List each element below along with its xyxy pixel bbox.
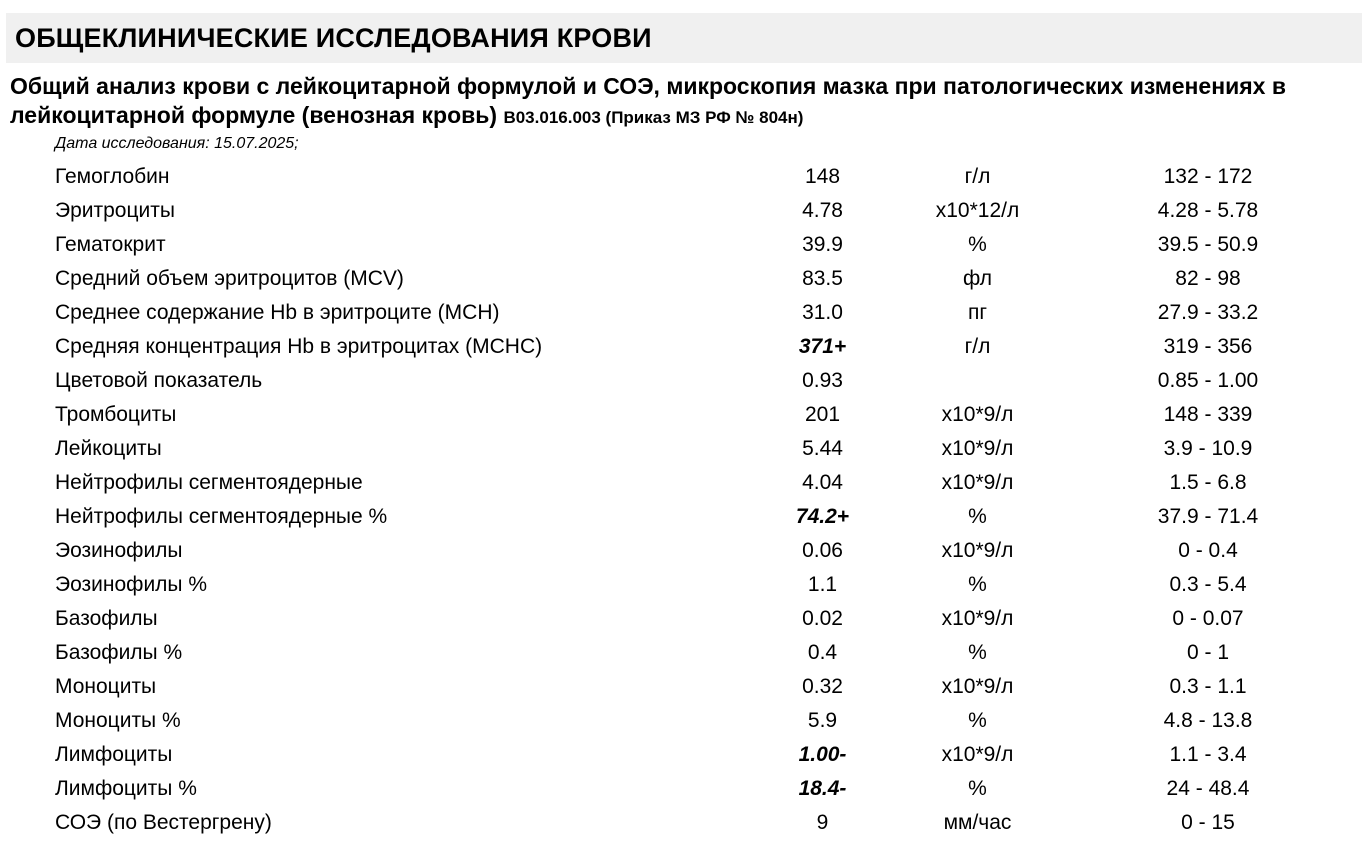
parameter-name: Моноциты <box>55 675 157 698</box>
result-value: 201 <box>804 403 841 426</box>
test-code: В03.016.003 (Приказ МЗ РФ № 804н) <box>503 108 804 127</box>
parameter-name: Нейтрофилы сегментоядерные <box>55 471 363 494</box>
parameter-name: Тромбоциты <box>55 403 177 426</box>
reference-range: 24 - 48.4 <box>1166 777 1250 800</box>
result-unit: % <box>968 233 987 256</box>
result-unit: г/л <box>964 335 991 358</box>
test-title-text: Общий анализ крови с лейкоцитарной формулой и СОЭ, микроскопия мазка при патологических изменениях в лейкоцитарной формуле (венозная кровь) <box>10 73 1286 128</box>
table-row <box>0 330 1371 364</box>
result-unit: % <box>968 641 987 664</box>
result-value: 5.44 <box>802 437 843 460</box>
table-row <box>0 466 1371 500</box>
reference-range: 4.8 - 13.8 <box>1163 709 1253 732</box>
result-value: 0.02 <box>802 607 843 630</box>
result-value: 148 <box>804 165 841 188</box>
table-row <box>0 262 1371 296</box>
table-row <box>0 568 1371 602</box>
result-value: 0.06 <box>802 539 843 562</box>
table-row <box>0 806 1371 840</box>
result-value: 18.4- <box>798 777 847 800</box>
result-unit: х10*9/л <box>941 437 1014 460</box>
reference-range: 1.5 - 6.8 <box>1169 471 1247 494</box>
result-unit: х10*9/л <box>941 539 1014 562</box>
reference-range: 3.9 - 10.9 <box>1163 437 1253 460</box>
result-value: 371+ <box>798 335 847 358</box>
reference-range: 0.3 - 5.4 <box>1169 573 1247 596</box>
result-unit: % <box>968 505 987 528</box>
result-value: 0.4 <box>807 641 838 664</box>
result-unit: х10*9/л <box>941 471 1014 494</box>
reference-range: 4.28 - 5.78 <box>1157 199 1259 222</box>
parameter-name: Эозинофилы % <box>55 573 208 596</box>
table-row <box>0 398 1371 432</box>
table-row <box>0 228 1371 262</box>
result-value: 0.32 <box>802 675 843 698</box>
study-date: Дата исследования: 15.07.2025; <box>55 135 299 152</box>
reference-range: 132 - 172 <box>1163 165 1253 188</box>
result-value: 5.9 <box>807 709 838 732</box>
result-unit: % <box>968 709 987 732</box>
reference-range: 0 - 1 <box>1186 641 1230 664</box>
parameter-name: Нейтрофилы сегментоядерные % <box>55 505 388 528</box>
result-value: 83.5 <box>802 267 843 290</box>
result-unit: % <box>968 777 987 800</box>
result-unit: х10*9/л <box>941 607 1014 630</box>
parameter-name: Моноциты % <box>55 709 181 732</box>
table-row <box>0 772 1371 806</box>
result-value: 1.1 <box>807 573 838 596</box>
parameter-name: Лимфоциты % <box>55 777 197 800</box>
result-value: 4.78 <box>802 199 843 222</box>
table-row <box>0 432 1371 466</box>
reference-range: 0 - 15 <box>1181 811 1235 834</box>
parameter-name: Лимфоциты <box>55 743 173 766</box>
section-header-band <box>6 13 1362 63</box>
result-value: 74.2+ <box>795 505 850 528</box>
parameter-name: Средняя концентрация Hb в эритроцитах (MCHC) <box>55 335 543 358</box>
table-row <box>0 636 1371 670</box>
table-row <box>0 296 1371 330</box>
table-row <box>0 534 1371 568</box>
reference-range: 0.3 - 1.1 <box>1169 675 1247 698</box>
table-row <box>0 602 1371 636</box>
reference-range: 27.9 - 33.2 <box>1157 301 1259 324</box>
results-table-body <box>0 160 1371 840</box>
parameter-name: Среднее содержание Hb в эритроците (MCH) <box>55 301 500 324</box>
result-value: 0.93 <box>802 369 843 392</box>
section-title: ОБЩЕКЛИНИЧЕСКИЕ ИССЛЕДОВАНИЯ КРОВИ <box>15 22 652 53</box>
parameter-name: Средний объем эритроцитов (MCV) <box>55 267 404 290</box>
reference-range: 82 - 98 <box>1175 267 1241 290</box>
result-unit: фл <box>962 267 993 290</box>
result-unit: мм/час <box>943 811 1012 834</box>
result-value: 4.04 <box>802 471 843 494</box>
reference-range: 0 - 0.4 <box>1178 539 1238 562</box>
result-unit: г/л <box>964 165 991 188</box>
result-value: 9 <box>816 811 829 834</box>
result-unit <box>900 364 1055 398</box>
table-row <box>0 738 1371 772</box>
parameter-name: Эритроциты <box>55 199 175 222</box>
parameter-name: СОЭ (по Вестергрену) <box>55 811 272 834</box>
table-row <box>0 364 1371 398</box>
parameter-name: Лейкоциты <box>55 437 162 460</box>
parameter-name: Гематокрит <box>55 233 166 256</box>
result-unit: % <box>968 573 987 596</box>
reference-range: 148 - 339 <box>1163 403 1253 426</box>
result-unit: х10*9/л <box>941 743 1014 766</box>
result-value: 39.9 <box>802 233 843 256</box>
table-row <box>0 670 1371 704</box>
parameter-name: Эозинофилы <box>55 539 183 562</box>
reference-range: 319 - 356 <box>1163 335 1253 358</box>
result-unit: х10*12/л <box>935 199 1020 222</box>
result-unit: х10*9/л <box>941 675 1014 698</box>
parameter-name: Базофилы <box>55 607 158 630</box>
result-unit: х10*9/л <box>941 403 1014 426</box>
table-row <box>0 160 1371 194</box>
result-value: 31.0 <box>802 301 843 324</box>
parameter-name: Цветовой показатель <box>55 369 263 392</box>
table-row <box>0 500 1371 534</box>
reference-range: 39.5 - 50.9 <box>1157 233 1259 256</box>
parameter-name: Гемоглобин <box>55 165 170 188</box>
reference-range: 0.85 - 1.00 <box>1157 369 1259 392</box>
table-row <box>0 194 1371 228</box>
result-unit: пг <box>967 301 988 324</box>
table-row <box>0 704 1371 738</box>
test-title <box>10 72 1361 132</box>
parameter-name: Базофилы % <box>55 641 183 664</box>
reference-range: 0 - 0.07 <box>1172 607 1244 630</box>
reference-range: 37.9 - 71.4 <box>1157 505 1259 528</box>
result-value: 1.00- <box>798 743 847 766</box>
reference-range: 1.1 - 3.4 <box>1169 743 1247 766</box>
